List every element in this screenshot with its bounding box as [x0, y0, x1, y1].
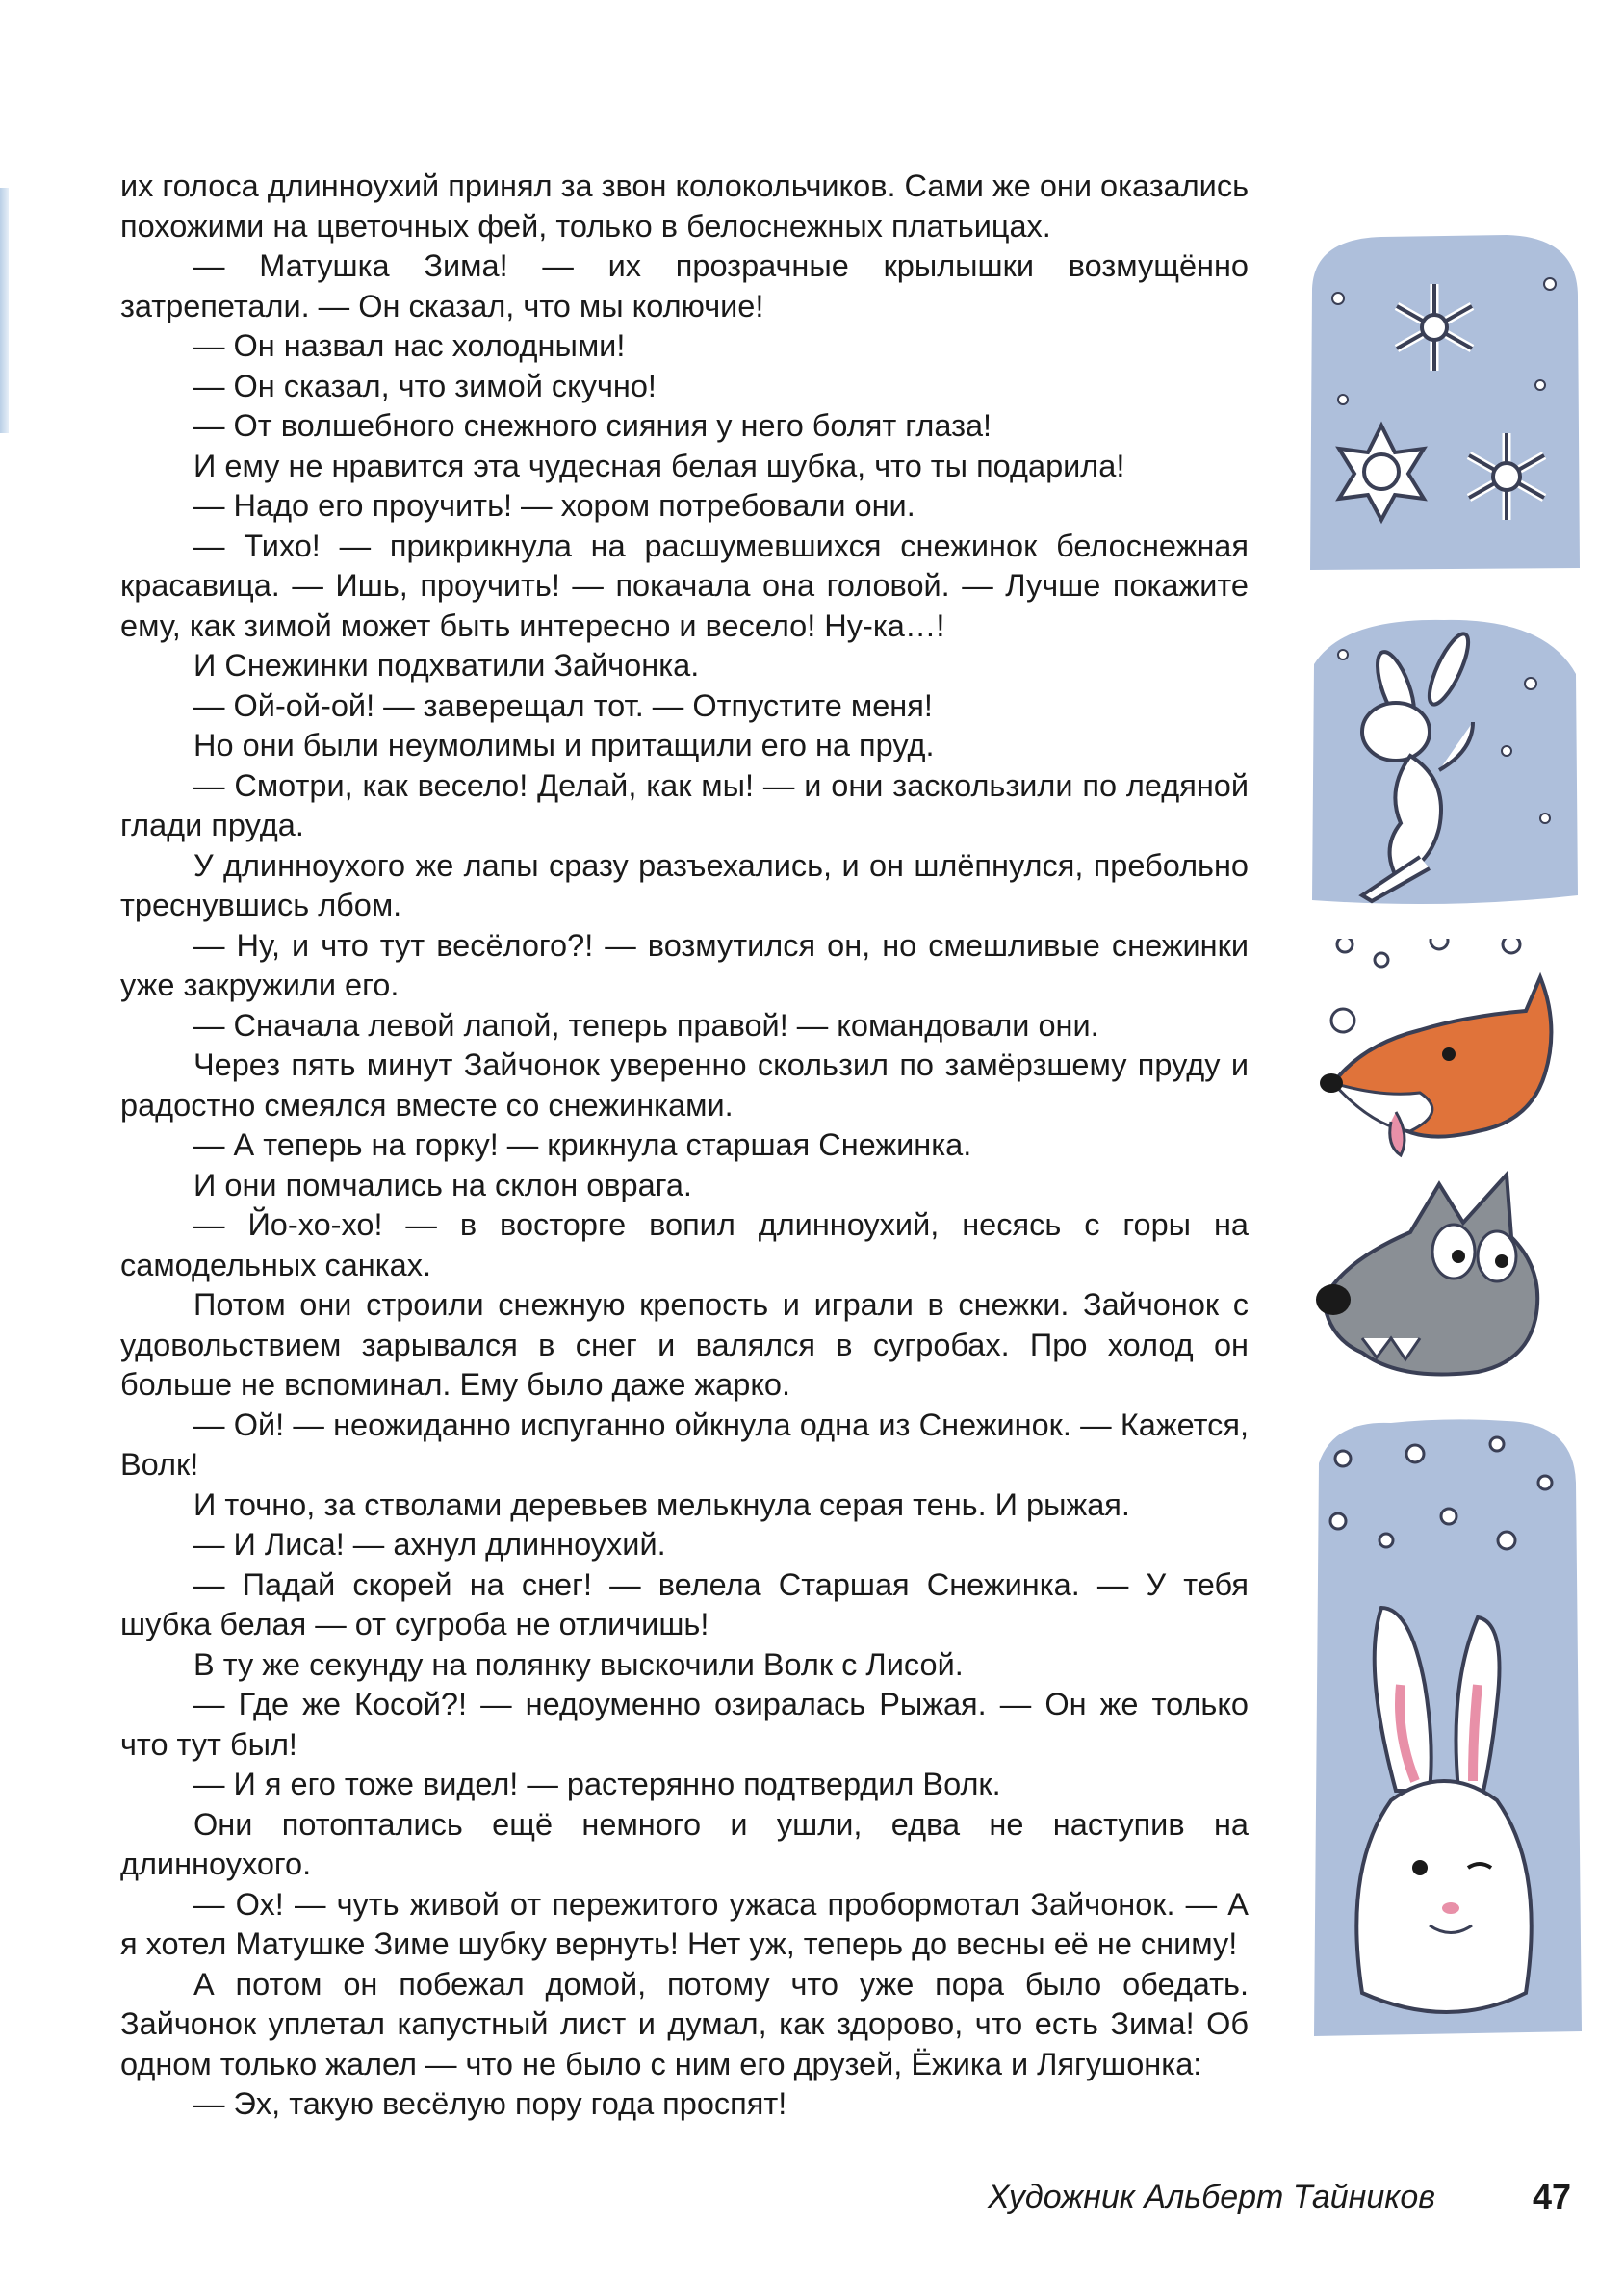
story-paragraph: Они потоптались ещё немного и ушли, едва не наступив на длинноухого. [120, 1806, 1249, 1881]
story-paragraph: И они помчались на склон оврага. [193, 1167, 692, 1202]
story-text [120, 167, 1249, 2125]
story-paragraph: Но они были неумолимы и притащили его на пруд. [193, 728, 935, 762]
story-paragraph: — Ой-ой-ой! — заверещал тот. — Отпустите меня! [193, 687, 933, 723]
dancing-hare-illustration-icon [1304, 616, 1584, 915]
story-paragraph: У длинноухого же лапы сразу разъехались, и он шлёпнулся, пребольно треснувшись лбом. [120, 847, 1249, 922]
story-paragraph: В ту же секунду на полянку выскочили Волк с Лисой. [193, 1646, 964, 1682]
story-paragraph: — И Лиса! — ахнул длинноухий. [193, 1527, 666, 1562]
story-paragraph: — Падай скорей на снег! — велела Старшая Снежинка. — У тебя шубка белая — от сугроба не отличишь! [120, 1566, 1249, 1641]
hare-portrait-illustration-icon [1304, 1415, 1584, 2046]
illustrator-credit: Художник Альберт Тайников [987, 2179, 1435, 2215]
story-paragraph: — Ох! — чуть живой от пережитого ужаса пробормотал Зайчонок. — А я хотел Матушке Зиме шубку вернуть! Нет уж, теперь до весны её не сниму! [120, 1886, 1249, 1961]
story-paragraph: Потом они строили снежную крепость и играли в снежки. Зайчонок с удовольствием зарывался в снег и валялся в сугробах. Про холод он больше не вспоминал. Ему было даже жарко. [120, 1287, 1249, 1402]
page-number: 47 [1532, 2177, 1571, 2216]
story-paragraph: — От волшебного снежного сияния у него болят глаза! [193, 408, 992, 443]
story-paragraph: — Матушка Зима! — их прозрачные крылышки возмущённо затрепетали. — Он сказал, что мы колючие! [120, 248, 1249, 323]
snowflakes-illustration-icon [1304, 231, 1584, 578]
story-paragraph: — Эх, такую весёлую пору года проспят! [193, 2086, 787, 2121]
story-paragraph: — Надо его проучить! — хором потребовали они. [193, 488, 915, 523]
story-paragraph: И ему не нравится эта чудесная белая шубка, что ты подарила! [193, 448, 1125, 483]
fox-head-illustration-icon [1304, 939, 1584, 1165]
illustration-column [1304, 231, 1584, 2041]
story-paragraph: — Смотри, как весело! Делай, как мы! — и они заскользили по ледяной глади пруда. [120, 767, 1249, 842]
story-paragraph: И Снежинки подхватили Зайчонка. [193, 648, 700, 683]
story-paragraph: Через пять минут Зайчонок уверенно скользил по замёрзшему пруду и радостно смеялся вместе со снежинками. [120, 1047, 1249, 1123]
story-paragraph: — Ой! — неожиданно испуганно ойкнула одна из Снежинок. — Кажется, Волк! [120, 1407, 1249, 1482]
story-paragraph: И точно, за стволами деревьев мелькнула серая тень. И рыжая. [193, 1486, 1130, 1522]
story-paragraph: — И я его тоже видел! — растерянно подтвердил Волк. [193, 1767, 1001, 1801]
story-paragraph: — Тихо! — прикрикнула на расшумевшихся снежинок белоснежная красавица. — Ишь, проучить! — покачала она головой. — Лучше покажите ему, как зимой может быть интересно и весело! Ну-ка…! [120, 528, 1249, 643]
page-edge-strip [0, 188, 9, 433]
story-paragraph: — Сначала левой лапой, теперь правой! — командовали они. [193, 1007, 1099, 1043]
story-paragraph: — Где же Косой?! — недоуменно озиралась Рыжая. — Он же только что тут был! [120, 1687, 1249, 1762]
story-paragraph: — Он сказал, что зимой скучно! [193, 368, 657, 403]
story-paragraph: — Ну, и что тут весёлого?! — возмутился он, но смешливые снежинки уже закружили его. [120, 927, 1249, 1002]
story-paragraph: — Он назвал нас холодными! [193, 328, 626, 363]
story-paragraph: А потом он побежал домой, потому что уже пора было обедать. Зайчонок уплетал капустный лист и думал, как здорово, что есть Зима! Об одном только жалел — что не было с ним его друзей, Ёжика и Лягушонка: [120, 1966, 1249, 2081]
story-paragraph: — А теперь на горку! — крикнула старшая Снежинка. [193, 1127, 972, 1162]
wolf-head-illustration-icon [1304, 1165, 1584, 1386]
story-paragraph: — Йо-хо-хо! — в восторге вопил длинноухий, несясь с горы на самодельных санках. [120, 1207, 1249, 1282]
story-paragraph: их голоса длинноухий принял за звон колокольчиков. Сами же они оказались похожими на цветочных фей, только в белоснежных платьицах. [120, 168, 1250, 244]
